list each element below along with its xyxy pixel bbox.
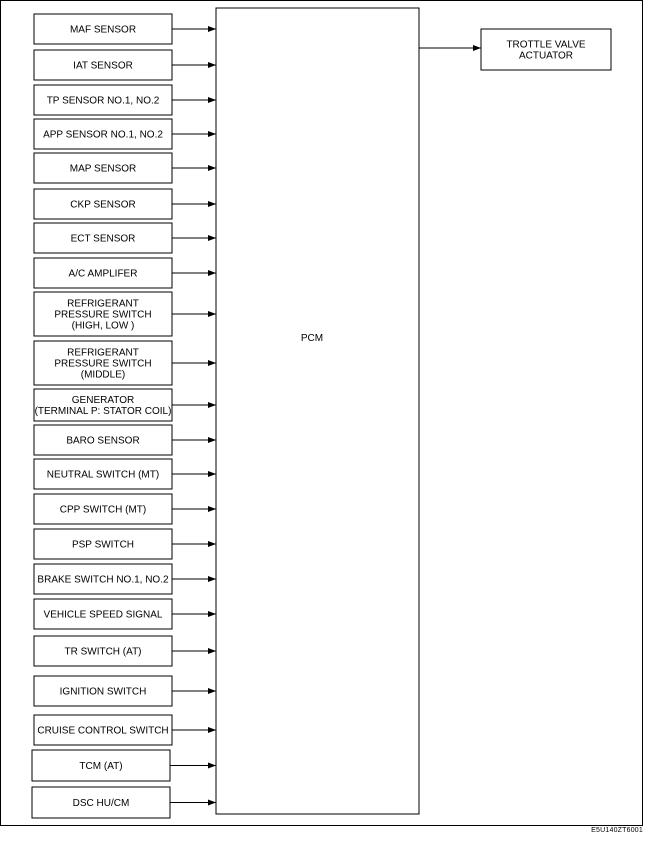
output-block bbox=[419, 29, 611, 70]
pcm-label: PCM bbox=[300, 333, 324, 344]
input-label: TCM (AT) bbox=[79, 761, 123, 772]
input-label: BRAKE SWITCH NO.1, NO.2 bbox=[37, 574, 169, 586]
input-label: PRESSURE SWITCH bbox=[54, 309, 152, 321]
input-label: BARO SENSOR bbox=[66, 435, 140, 447]
figure-code: E5U140ZT6001 bbox=[591, 827, 643, 834]
input-label: TR SWITCH (AT) bbox=[64, 646, 142, 658]
output-label: TROTTLE VALVE bbox=[506, 39, 586, 51]
input-label: CPP SWITCH (MT) bbox=[59, 504, 147, 516]
input-label: VEHICLE SPEED SIGNAL bbox=[43, 609, 163, 621]
input-label: (TERMINAL P: STATOR COIL) bbox=[34, 406, 172, 417]
input-label: REFRIGERANT bbox=[67, 298, 139, 310]
input-block-app-sensor-no-1-no-2 bbox=[34, 119, 216, 149]
output-label: ACTUATOR bbox=[518, 50, 574, 62]
input-label: GENERATOR bbox=[71, 395, 135, 406]
input-label: A/C AMPLIFER bbox=[68, 268, 138, 280]
input-block-a-c-amplifer bbox=[34, 258, 216, 288]
input-block-psp-switch bbox=[34, 529, 216, 559]
input-block-brake-switch-no-1-no-2 bbox=[34, 564, 216, 594]
input-label: CKP SENSOR bbox=[70, 199, 136, 211]
input-block-vehicle-speed-signal bbox=[34, 599, 216, 629]
input-label: TP SENSOR NO.1, NO.2 bbox=[46, 95, 160, 107]
input-label: (MIDDLE) bbox=[80, 369, 126, 381]
input-block-baro-sensor bbox=[34, 425, 216, 455]
input-block-tcm-at bbox=[32, 750, 216, 781]
input-block-refrigerant-pressure-switch-middle bbox=[34, 341, 216, 385]
input-block-generator-terminal-p-stator-coil bbox=[34, 389, 216, 421]
input-label: DSC HU/CM bbox=[72, 798, 130, 809]
input-label: (HIGH, LOW ) bbox=[71, 320, 135, 332]
input-label: MAF SENSOR bbox=[69, 24, 137, 36]
input-label: CRUISE CONTROL SWITCH bbox=[37, 725, 169, 737]
input-block-dsc-hu-cm bbox=[32, 787, 216, 818]
input-block-ect-sensor bbox=[34, 223, 216, 253]
input-block-iat-sensor bbox=[34, 50, 216, 80]
input-block-cpp-switch-mt bbox=[34, 494, 216, 524]
input-label: APP SENSOR NO.1, NO.2 bbox=[43, 129, 163, 141]
input-block-cruise-control-switch bbox=[34, 715, 216, 745]
input-block-refrigerant-pressure-switch-high-low bbox=[34, 292, 216, 336]
input-blocks bbox=[32, 14, 216, 818]
input-label: IGNITION SWITCH bbox=[59, 686, 147, 698]
input-label: NEUTRAL SWITCH (MT) bbox=[46, 469, 160, 481]
pcm-block bbox=[216, 8, 419, 814]
input-block-neutral-switch-mt bbox=[34, 459, 216, 489]
input-label: IAT SENSOR bbox=[73, 60, 133, 72]
input-label: MAP SENSOR bbox=[69, 163, 137, 175]
input-label: PRESSURE SWITCH bbox=[54, 358, 152, 370]
output-block-trottle-valve-actuator bbox=[419, 29, 611, 70]
input-label: PSP SWITCH bbox=[71, 539, 135, 551]
input-block-maf-sensor bbox=[34, 14, 216, 44]
input-label: ECT SENSOR bbox=[70, 233, 136, 245]
input-label: REFRIGERANT bbox=[67, 347, 139, 359]
input-block-ignition-switch bbox=[34, 676, 216, 706]
input-block-tp-sensor-no-1-no-2 bbox=[34, 85, 216, 115]
input-block-map-sensor bbox=[34, 153, 216, 183]
input-block-ckp-sensor bbox=[34, 189, 216, 219]
input-block-tr-switch-at bbox=[34, 636, 216, 666]
